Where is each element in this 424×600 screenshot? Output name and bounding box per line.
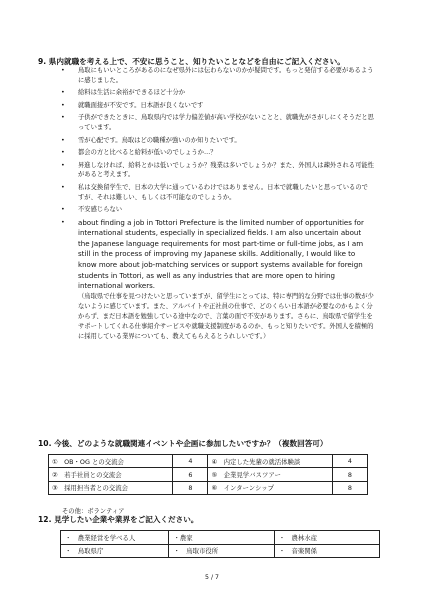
table-cell: ・ 鳥取県庁 (61, 544, 169, 558)
option-label: ⑥ インターンシップ (208, 481, 332, 494)
list-item-english (60, 218, 374, 342)
list-item: • 子供ができたときに、鳥取県内では学力偏差値が高い学校がないことと、就職先がさがしにくそうだと思っています。 (60, 113, 374, 133)
section-9-answer-list (60, 66, 374, 344)
list-item: • 不安感じらない (60, 205, 374, 215)
table-row (61, 531, 380, 545)
option-label: ① OB・OG との交流会 (49, 455, 173, 468)
option-count: 8 (173, 481, 208, 494)
list-item: • 鳥取にもいいところがあるのになぜ県外には伝わらないのかが疑問です。もっと発信する必要があるように感じました。 (60, 66, 374, 86)
english-answer-text: about finding a job in Tottori Prefecture is the limited number of opportunities for international students, especially in specialized fields. I am also uncertain about the Japanese language requirements for most part-time or full-time jobs, as I am still in the process of improving my Japanese skills. Additionally, I would like to know more about job-matching services or support systems available for foreign students in Tottori, as well as any industries that are more open to hiring international workers. (78, 217, 364, 291)
option-count: 4 (173, 455, 208, 468)
table-row (61, 544, 380, 558)
list-item: • 昇進しなければ、給料とかは低いでしょうか？残業は多いでしょうか？また、外国人は疎外される可能性があると考えます。 (60, 161, 374, 181)
table-cell: ・ 農業経営を学べる人 (61, 531, 169, 545)
option-count: 4 (332, 455, 367, 468)
table-cell: ・農家 (169, 531, 274, 545)
list-item: • 就職面接が不安です。日本語が良くないです (60, 101, 374, 111)
table-cell: ・ 音楽関係 (274, 544, 379, 558)
table-row (49, 468, 368, 481)
page-number: 5 / 7 (205, 574, 219, 581)
option-count: 6 (173, 468, 208, 481)
table-row (49, 455, 368, 468)
table-cell: ・ 農林水産 (274, 531, 379, 545)
list-item: • 都会の方と比べると給料が低いのでしょうか…？ (60, 148, 374, 158)
option-label: ④ 内定した先輩の就活体験談 (208, 455, 332, 468)
option-label: ② 若手社員との交流会 (49, 468, 173, 481)
list-item: • 私は交換留学生で、日本の大学に通っているわけではありません。日本で就職したいと思っているのですが、それは難しい、もしくは不可能なのでしょうか。 (60, 183, 374, 203)
section-9-title: 9. 県内就職を考える上で、不安に思うこと、知りたいことなどを自由にご記入ください。 (38, 57, 345, 66)
other-answer-note: その他：ボランティア (62, 508, 125, 515)
table-cell: ・ 鳥取市役所 (169, 544, 274, 558)
section-10-title: 10. 今後、どのような就職関連イベントや企画に参加したいですか？（複数回答可） (38, 439, 328, 448)
event-interest-table (48, 454, 368, 495)
table-row (49, 481, 368, 494)
section-12-title: 12. 見学したい企業や業界をご記入ください。 (38, 515, 199, 524)
option-count: 8 (332, 468, 367, 481)
option-label: ③ 採用担当者との交流会 (49, 481, 173, 494)
list-item: • 雪が心配です。鳥取はどの職種が強いのか知りたいです。 (60, 136, 374, 146)
list-item: • 給料は生活に余裕ができるほど十分か (60, 88, 374, 98)
company-industry-table (60, 530, 380, 558)
option-count: 8 (332, 481, 367, 494)
japanese-translation-text: （鳥取県で仕事を見つけたいと思っていますが、留学生にとっては、特に専門的な分野では仕事の数が少ないように感じています。また、アルバイトや正社員の仕事で、どのくらい日本語が必要なのかもよく分からず、まだ日本語を勉強している途中なので、言葉の面で不安があります。さらに、鳥取県で留学生をサポートしてくれる仕事紹介サービスや就職支援制度があるのか、もっと知りたいです。外国人を積極的に採用している業界についても、教えてもらえるとうれしいです。） (78, 292, 374, 340)
option-label: ⑤ 企業見学バスツアー (208, 468, 332, 481)
